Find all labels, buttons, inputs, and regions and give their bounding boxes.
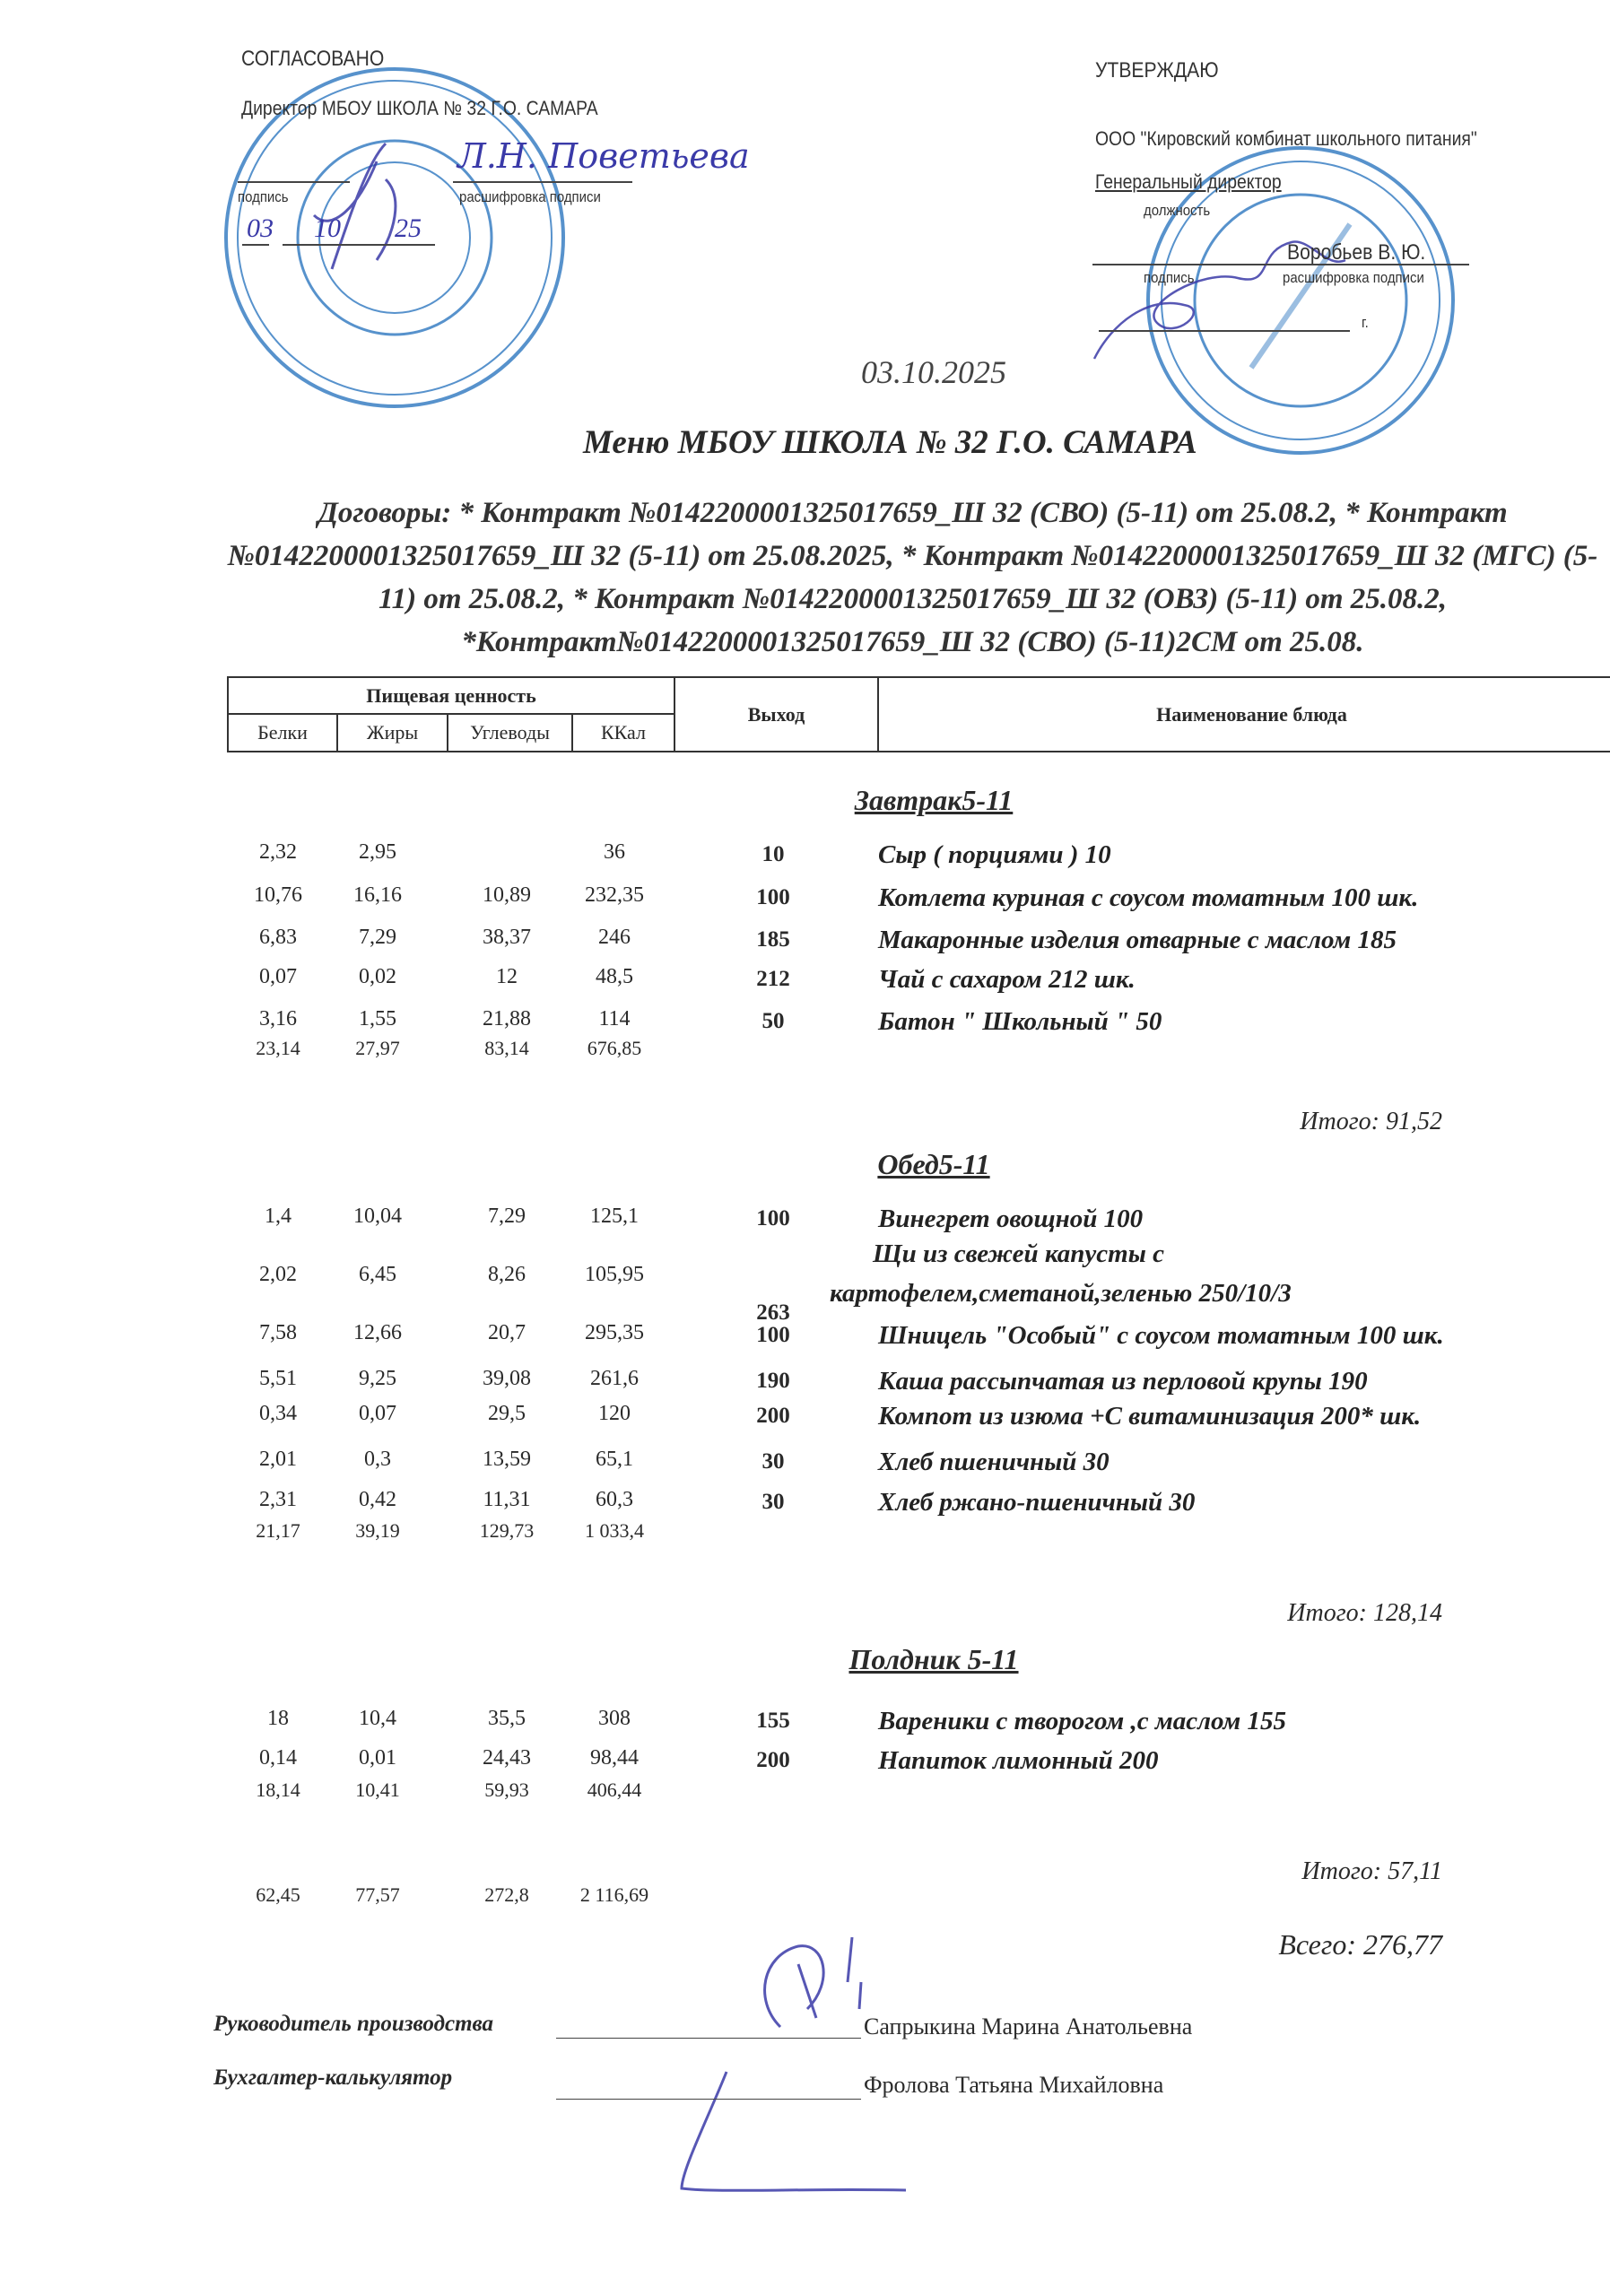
grand-total-sum: Всего: 276,77	[1278, 1928, 1442, 1961]
supplier-position: Генеральный директор	[1095, 170, 1282, 193]
dish-name: Макаронные изделия отварные с маслом 185	[878, 926, 1397, 954]
accountant-role: Бухгалтер-калькулятор	[213, 2066, 453, 2090]
section-total-carbs: 83,14	[484, 1037, 529, 1059]
dish-kcal: 120	[598, 1402, 631, 1425]
agreed-date-day: 03	[247, 213, 274, 243]
dish-yield: 212	[756, 967, 790, 991]
section-total-fat: 27,97	[355, 1037, 400, 1059]
dish-protein: 0,07	[259, 965, 297, 988]
dish-name: Винегрет овощной 100	[878, 1205, 1144, 1233]
section-total-kcal: 676,85	[587, 1037, 642, 1059]
dish-protein: 10,76	[254, 883, 302, 907]
dish-yield: 30	[761, 1449, 785, 1474]
approve-heading: УТВЕРЖДАЮ	[1095, 58, 1219, 83]
dish-carbs: 35,5	[488, 1707, 526, 1730]
dish-carbs: 39,08	[483, 1367, 531, 1390]
section-total-protein: 18,14	[256, 1779, 300, 1801]
dish-name: Щи из свежей капусты с	[873, 1239, 1164, 1268]
section-itogo: Итого: 57,11	[1301, 1857, 1442, 1885]
decode-label: расшифровка подписи	[459, 188, 601, 205]
dish-carbs: 21,88	[483, 1007, 531, 1031]
menu-table-header	[227, 676, 1610, 752]
dish-kcal: 246	[598, 926, 631, 949]
dish-name: Сыр ( порциями ) 10	[878, 840, 1111, 869]
dish-protein: 7,58	[259, 1321, 297, 1344]
contracts-text: Договоры: * Контракт №0142200001325017659_Ш 32 (СВО) (5-11) от 25.08.2, * Контракт №0142200001325017659_Ш 32 (5-11) от 25.08.2025, * Контракт №0142200001325017659_Ш 32 (МГС) (5-11) от 25.08.2, * Контракт №0142200001325017659_Ш 32 (ОВЗ) (5-11) от 25.08.2, *Контракт№0142200001325017659_Ш 32 (СВО) (5-11)2СМ от 25.08.	[227, 497, 1598, 658]
dish-name-cont: картофелем,сметаной,зеленью 250/10/3	[830, 1279, 1292, 1308]
dish-fat: 0,3	[364, 1448, 391, 1471]
production-manager-name: Сапрыкина Марина Анатольевна	[864, 2013, 1193, 2039]
dish-yield: 100	[756, 885, 790, 909]
dish-yield: 50	[761, 1009, 785, 1033]
dish-name: Напиток лимонный 200	[878, 1746, 1159, 1775]
dish-fat: 10,4	[359, 1707, 396, 1730]
dish-name: Компот из изюма +С витаминизация 200* шк.	[878, 1402, 1422, 1431]
section-itogo: Итого: 128,14	[1287, 1599, 1442, 1627]
dish-carbs: 20,7	[488, 1321, 526, 1344]
dish-yield: 155	[756, 1709, 790, 1733]
decode-label: расшифровка подписи	[1283, 269, 1424, 286]
dish-fat: 6,45	[359, 1263, 396, 1286]
accountant-name: Фролова Татьяна Михайловна	[864, 2072, 1164, 2098]
dish-name: Батон " Школьный " 50	[878, 1007, 1162, 1036]
dish-carbs: 10,89	[483, 883, 531, 907]
dish-kcal: 48,5	[596, 965, 633, 988]
dish-protein: 2,02	[259, 1263, 297, 1286]
section-total-kcal: 1 033,4	[585, 1519, 644, 1542]
section-total-fat: 10,41	[355, 1779, 400, 1801]
dish-yield: 10	[761, 842, 785, 866]
dish-carbs: 24,43	[483, 1746, 531, 1770]
dish-protein: 2,32	[259, 840, 297, 864]
section-total-carbs: 59,93	[484, 1779, 529, 1801]
dish-name: Каша рассыпчатая из перловой крупы 190	[878, 1367, 1368, 1396]
section-title: Обед5-11	[877, 1148, 990, 1180]
position-label: должность	[1144, 202, 1211, 219]
dish-kcal: 308	[598, 1707, 631, 1730]
dish-kcal: 295,35	[585, 1321, 644, 1344]
dish-protein: 6,83	[259, 926, 297, 949]
grand-total-fat: 77,57	[355, 1883, 400, 1906]
dish-protein: 1,4	[265, 1205, 292, 1228]
dish-kcal: 232,35	[585, 883, 644, 907]
section-total-protein: 21,17	[256, 1519, 300, 1542]
dish-yield: 190	[756, 1369, 790, 1393]
dish-name: Шницель "Особый" с соусом томатным 100 шк.	[878, 1321, 1444, 1350]
dish-protein: 2,31	[259, 1488, 297, 1511]
section-total-protein: 23,14	[256, 1037, 300, 1059]
dish-yield: 100	[756, 1323, 790, 1347]
dish-name: Чай с сахаром 212 шк.	[878, 965, 1136, 994]
dish-kcal: 105,95	[585, 1263, 644, 1286]
general-director-signature-icon	[1076, 215, 1435, 377]
dish-name: Вареники с творогом ,с маслом 155	[878, 1707, 1286, 1735]
agreed-date-month: 10	[314, 213, 341, 243]
dish-yield: 200	[756, 1404, 790, 1428]
section-total-fat: 39,19	[355, 1519, 400, 1542]
dish-carbs: 7,29	[488, 1205, 526, 1228]
dish-fat: 16,16	[353, 883, 402, 907]
section-title: Полдник 5-11	[849, 1643, 1019, 1675]
section-total-kcal: 406,44	[587, 1779, 642, 1801]
grand-total-kcal: 2 116,69	[579, 1883, 649, 1906]
dish-protein: 5,51	[259, 1367, 297, 1390]
dish-name: Хлеб ржано-пшеничный 30	[878, 1488, 1196, 1517]
dish-fat: 2,95	[359, 840, 396, 864]
section-itogo: Итого: 91,52	[1300, 1108, 1442, 1135]
dish-carbs: 8,26	[488, 1263, 526, 1286]
dish-kcal: 60,3	[596, 1488, 633, 1511]
signature-label: подпись	[238, 188, 289, 205]
dish-fat: 1,55	[359, 1007, 396, 1031]
production-manager-signature-icon	[744, 1928, 879, 2045]
dish-fat: 12,66	[353, 1321, 402, 1344]
dish-kcal: 261,6	[590, 1367, 639, 1390]
fat-header: Жиры	[337, 714, 448, 752]
protein-header: Белки	[228, 714, 337, 752]
dish-name: Котлета куриная с соусом томатным 100 шк.	[878, 883, 1419, 912]
director-signature-name: Л.Н. Поветьева	[457, 136, 750, 176]
grand-total-protein: 62,45	[256, 1883, 300, 1906]
page-title: Меню МБОУ ШКОЛА № 32 Г.О. САМАРА	[583, 424, 1197, 461]
dish-kcal: 114	[598, 1007, 631, 1031]
dish-carbs: 11,31	[483, 1488, 531, 1511]
supplier-organization: ООО "Кировский комбинат школьного питания"	[1095, 127, 1477, 150]
dish-fat: 0,07	[359, 1402, 396, 1425]
nutrition-header: Пищевая ценность	[228, 677, 674, 714]
dish-yield: 263	[756, 1300, 790, 1325]
dish-yield: 100	[756, 1206, 790, 1231]
dish-fat: 0,01	[359, 1746, 396, 1770]
dish-fat: 0,02	[359, 965, 396, 988]
section-title: Завтрак5-11	[854, 784, 1014, 816]
menu-date: 03.10.2025	[861, 354, 1006, 390]
section-total-carbs: 129,73	[479, 1519, 535, 1542]
dish-protein: 0,34	[259, 1402, 297, 1425]
dish-fat: 9,25	[359, 1367, 396, 1390]
dish-protein: 2,01	[259, 1448, 297, 1471]
dish-protein: 0,14	[259, 1746, 297, 1770]
agreed-date-year: 25	[395, 213, 422, 243]
carbs-header: Углеводы	[448, 714, 572, 752]
supplier-director-name: Воробьев В. Ю.	[1287, 240, 1426, 265]
dish-yield: 200	[756, 1748, 790, 1772]
dish-kcal: 36	[604, 840, 625, 864]
year-suffix: г.	[1362, 314, 1369, 331]
director-signature-icon	[296, 126, 475, 287]
agreed-position: Директор МБОУ ШКОЛА № 32 Г.О. САМАРА	[241, 97, 598, 119]
dish-kcal: 125,1	[590, 1205, 639, 1228]
kcal-header: ККал	[572, 714, 674, 752]
dish-carbs: 12	[496, 965, 518, 988]
yield-header: Выход	[674, 677, 878, 752]
dish-fat: 10,04	[353, 1205, 402, 1228]
dish-carbs: 13,59	[483, 1448, 531, 1471]
dish-header: Наименование блюда	[878, 677, 1610, 752]
dish-kcal: 65,1	[596, 1448, 633, 1471]
dish-carbs: 38,37	[483, 926, 531, 949]
dish-yield: 185	[756, 927, 790, 952]
signature-label: подпись	[1144, 269, 1195, 286]
dish-name: Хлеб пшеничный 30	[878, 1448, 1110, 1476]
production-manager-role: Руководитель производства	[213, 2012, 494, 2036]
grand-total-carbs: 272,8	[484, 1883, 529, 1906]
dish-fat: 7,29	[359, 926, 396, 949]
dish-kcal: 98,44	[590, 1746, 639, 1770]
dish-fat: 0,42	[359, 1488, 396, 1511]
dish-protein: 3,16	[259, 1007, 297, 1031]
dish-yield: 30	[761, 1490, 785, 1514]
agreed-heading: СОГЛАСОВАНО	[241, 47, 385, 71]
dish-carbs: 29,5	[488, 1402, 526, 1425]
dish-protein: 18	[267, 1707, 289, 1730]
